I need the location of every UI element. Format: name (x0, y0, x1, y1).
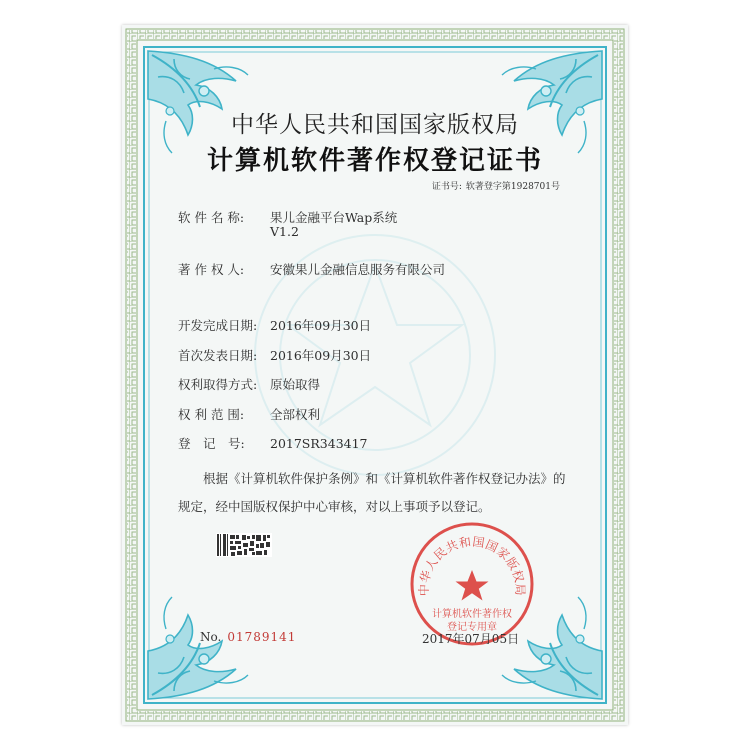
cert-no-value: 软著登字第1928701号 (465, 182, 560, 192)
field-label: 权 利 范 围: (178, 407, 245, 422)
cert-no-label: 证书号: (431, 182, 462, 192)
field-label: 软 件 名 称: (178, 210, 245, 225)
field-value: 全部权利 (270, 407, 321, 422)
certificate-paper (122, 25, 628, 725)
seal-line-2: 登记专用章 (447, 622, 497, 633)
serial-value: 01789141 (227, 630, 297, 644)
serial-label: No. (200, 630, 222, 644)
red-star-icon (456, 570, 489, 601)
field-value: 安徽果儿金融信息服务有限公司 (270, 262, 446, 277)
field-label: 首次发表日期: (178, 348, 258, 363)
seal-ring-text: 中华人民共和国国家版权局 (416, 534, 528, 597)
field-completion-date (178, 316, 371, 334)
field-value: 果儿金融平台Wap系统 (270, 210, 398, 225)
issue-date: 2017年07月05日 (422, 632, 520, 646)
field-label: 登 记 号: (178, 436, 245, 451)
issuer-heading: 中华人民共和国国家版权局 (231, 112, 519, 138)
field-label: 开发完成日期: (178, 318, 258, 333)
field-value: 原始取得 (270, 377, 321, 392)
field-value: 2017SR343417 (270, 436, 368, 451)
statement-line-1: 根据《计算机软件保护条例》和《计算机软件著作权登记办法》的 (203, 471, 566, 486)
serial-number (200, 630, 296, 644)
field-acquisition-method (178, 375, 320, 393)
certificate-number (432, 179, 560, 192)
field-copyright-owner (178, 260, 445, 278)
seal-line-1: 计算机软件著作权 (432, 609, 512, 620)
field-value: 2016年09月30日 (270, 348, 372, 363)
statement-line-2: 规定，经中国版权保护中心审核，对以上事项予以登记。 (178, 499, 491, 514)
field-rights-scope (178, 405, 320, 423)
field-registration-number (178, 434, 368, 452)
field-publish-date (178, 346, 371, 364)
field-value: 2016年09月30日 (270, 318, 372, 333)
registration-statement (178, 465, 578, 521)
field-label: 权利取得方式: (178, 377, 258, 392)
certificate-title: 计算机软件著作权登记证书 (206, 146, 543, 176)
software-version: V1.2 (270, 224, 299, 239)
barcode-icon (216, 533, 272, 557)
field-label: 著 作 权 人: (178, 262, 245, 277)
